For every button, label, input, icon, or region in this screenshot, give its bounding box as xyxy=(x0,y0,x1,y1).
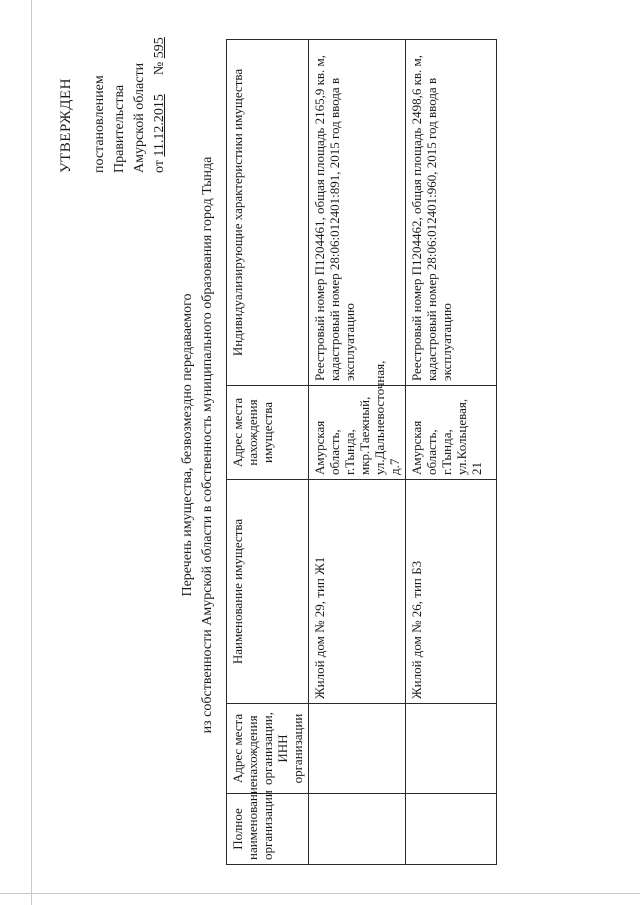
header-property-address: Адрес места нахождения имущества xyxy=(227,386,309,480)
cell-property-name: Жилой дом № 26, тип Б3 xyxy=(406,480,497,704)
table-row xyxy=(309,40,406,865)
header-org-address: Адрес места нахождения организации, ИНН организации xyxy=(227,704,309,794)
table-row xyxy=(406,40,497,865)
cell-org-address xyxy=(309,704,406,794)
title-line: из собственности Амурской области в собственность муниципального образования город Тында xyxy=(200,156,215,734)
cell-org-address xyxy=(406,704,497,794)
cell-property-address: Амурская область, г.Тында, ул.Кольцевая, 21 xyxy=(406,386,497,480)
cell-org-name xyxy=(309,794,406,865)
cell-characteristics: Реестровый номер П1204461, общая площадь 2165,9 кв. м, кадастровый номер 28:06:012401:891, 2015 год ввода в эксплуатацию xyxy=(309,40,406,386)
approval-stamp xyxy=(56,13,170,173)
header-org-name: Полное наименование организации xyxy=(227,794,309,865)
cell-org-name xyxy=(406,794,497,865)
cell-property-name: Жилой дом № 29, тип Ж1 xyxy=(309,480,406,704)
approval-line: постановлением Правительства xyxy=(92,75,127,173)
approval-line: Амурской области xyxy=(132,62,147,173)
header-property-name: Наименование имущества xyxy=(227,480,309,704)
approval-number: 595 xyxy=(152,37,167,59)
cell-property-address: Амурская область, г.Тында, мкр.Таежный, ул.Дальневосточная, д.7 xyxy=(309,386,406,480)
approval-heading: УТВЕРЖДЕН xyxy=(58,78,74,173)
header-characteristics: Индивидуализирующие характеристики имущества xyxy=(227,40,309,386)
approval-date: 11.12.2015 xyxy=(152,94,167,157)
document-title xyxy=(178,125,218,765)
property-table-wrapper xyxy=(226,40,497,865)
number-prefix: № xyxy=(152,61,167,76)
property-table xyxy=(226,39,497,865)
cell-characteristics: Реестровый номер П1204462, общая площадь 2498,6 кв. м, кадастровый номер 28:06:012401:960, 2015 год ввода в эксплуатацию xyxy=(406,40,497,386)
date-prefix: от xyxy=(152,160,167,173)
title-line: Перечень имущества, безвозмездно передаваемого xyxy=(180,293,195,597)
table-header-row xyxy=(227,40,309,865)
approval-date-line xyxy=(150,13,170,173)
